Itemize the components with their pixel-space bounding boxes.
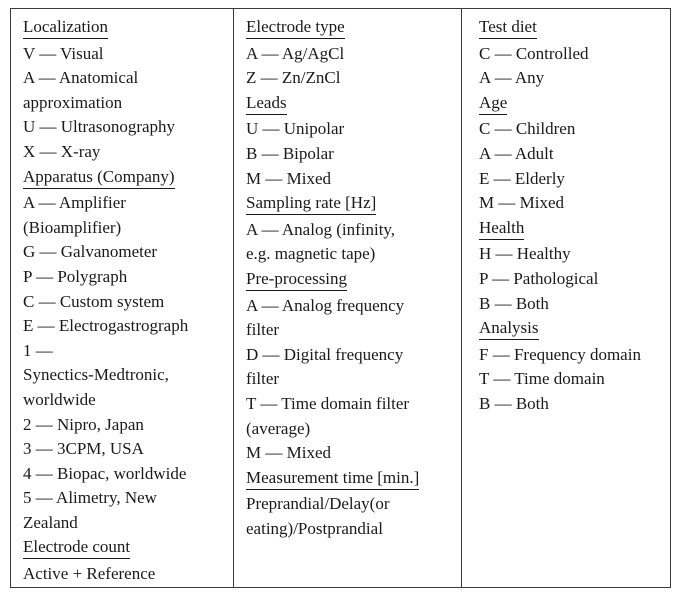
section-heading-row (479, 91, 670, 118)
legend-entry: A — Ag/AgCl (246, 43, 345, 63)
legend-entry: worldwide (23, 389, 96, 409)
section-apparatus-company (23, 165, 233, 536)
section-heading-row (23, 15, 233, 42)
legend-entry: B — Bipolar (246, 143, 334, 163)
legend-entry: X — X-ray (23, 141, 101, 161)
section-localization (23, 15, 233, 165)
legend-entry: eating)/Postprandial (246, 518, 383, 538)
section-heading: Pre-processing (246, 268, 347, 291)
section-heading: Electrode type (246, 16, 345, 39)
section-electrode-count (23, 535, 233, 586)
legend-entry: M — Mixed (479, 193, 564, 213)
legend-entry: 1 — (23, 340, 53, 360)
legend-column-3 (461, 9, 670, 587)
section-heading: Localization (23, 16, 108, 39)
section-heading: Measurement time [min.] (246, 467, 419, 490)
legend-entry: U — Ultrasonography (23, 117, 176, 137)
legend-column-2 (233, 9, 461, 587)
section-heading-row (23, 535, 233, 562)
section-measurement-time-min (246, 466, 461, 542)
legend-entry: M — Mixed (246, 168, 331, 188)
legend-entry: B — Both (479, 293, 549, 313)
legend-entry: M — Mixed (246, 443, 331, 463)
legend-entry: A — Analog frequency (246, 295, 405, 315)
section-heading-row (23, 165, 233, 192)
section-pre-processing (246, 267, 461, 466)
section-heading: Leads (246, 92, 287, 115)
legend-entry: A — Anatomical (23, 68, 139, 88)
legend-entry: e.g. magnetic tape) (246, 244, 376, 264)
legend-entry: T — Time domain (479, 369, 605, 389)
legend-entry: E — Electrogastrograph (23, 316, 189, 336)
legend-entry: 5 — Alimetry, New (23, 488, 157, 508)
legend-entry: B — Both (479, 393, 549, 413)
section-heading: Sampling rate [Hz] (246, 192, 376, 215)
section-heading-row (246, 267, 461, 294)
section-age (479, 91, 670, 216)
section-sampling-rate-hz (246, 191, 461, 267)
legend-entry: V — Visual (23, 43, 104, 63)
legend-entry: H — Healthy (479, 244, 571, 264)
legend-entry: A — Analog (infinity, (246, 219, 396, 239)
legend-entry: filter (246, 320, 280, 340)
section-test-diet (479, 15, 670, 91)
section-heading: Electrode count (23, 536, 130, 559)
legend-entry: A — Amplifier (23, 193, 126, 213)
legend-entry: U — Unipolar (246, 119, 345, 139)
legend-entry: A — Adult (479, 143, 554, 163)
legend-entry: Z — Zn/ZnCl (246, 68, 341, 88)
section-heading-row (479, 216, 670, 243)
section-heading-row (246, 15, 461, 42)
section-heading-row (246, 466, 461, 493)
section-heading-row (246, 91, 461, 118)
legend-entry: 4 — Biopac, worldwide (23, 463, 187, 483)
section-health (479, 216, 670, 316)
legend-entry: F — Frequency domain (479, 344, 641, 364)
section-analysis (479, 316, 670, 416)
section-heading: Age (479, 92, 507, 115)
section-heading: Test diet (479, 16, 537, 39)
legend-entry: P — Polygraph (23, 266, 128, 286)
legend-entry: T — Time domain filter (246, 393, 410, 413)
legend-entry: 2 — Nipro, Japan (23, 414, 144, 434)
legend-column-1 (11, 9, 233, 587)
legend-entry: approximation (23, 92, 123, 112)
legend-entry: Preprandial/Delay(or (246, 494, 390, 514)
section-leads (246, 91, 461, 191)
legend-entry: Synectics-Medtronic, (23, 365, 169, 385)
legend-entry: E — Elderly (479, 168, 565, 188)
section-electrode-type (246, 15, 461, 91)
legend-entry: (Bioamplifier) (23, 217, 122, 237)
legend-entry: C — Controlled (479, 43, 589, 63)
legend-entry: (average) (246, 418, 311, 438)
legend-entry: Zealand (23, 512, 78, 532)
legend-entry: G — Galvanometer (23, 242, 158, 262)
legend-entry: 3 — 3CPM, USA (23, 439, 144, 459)
legend-entry: A — Any (479, 68, 545, 88)
section-heading-row (479, 316, 670, 343)
abbreviation-legend-table (10, 8, 671, 588)
legend-entry: Active + Reference (23, 564, 156, 584)
legend-entry: C — Custom system (23, 291, 165, 311)
legend-entry: P — Pathological (479, 268, 599, 288)
section-heading: Apparatus (Company) (23, 166, 175, 189)
legend-entry: C — Children (479, 119, 576, 139)
legend-entry: D — Digital frequency (246, 344, 404, 364)
section-heading-row (479, 15, 670, 42)
section-heading: Analysis (479, 317, 539, 340)
legend-entry: filter (246, 369, 280, 389)
section-heading-row (246, 191, 461, 218)
section-heading: Health (479, 217, 524, 240)
